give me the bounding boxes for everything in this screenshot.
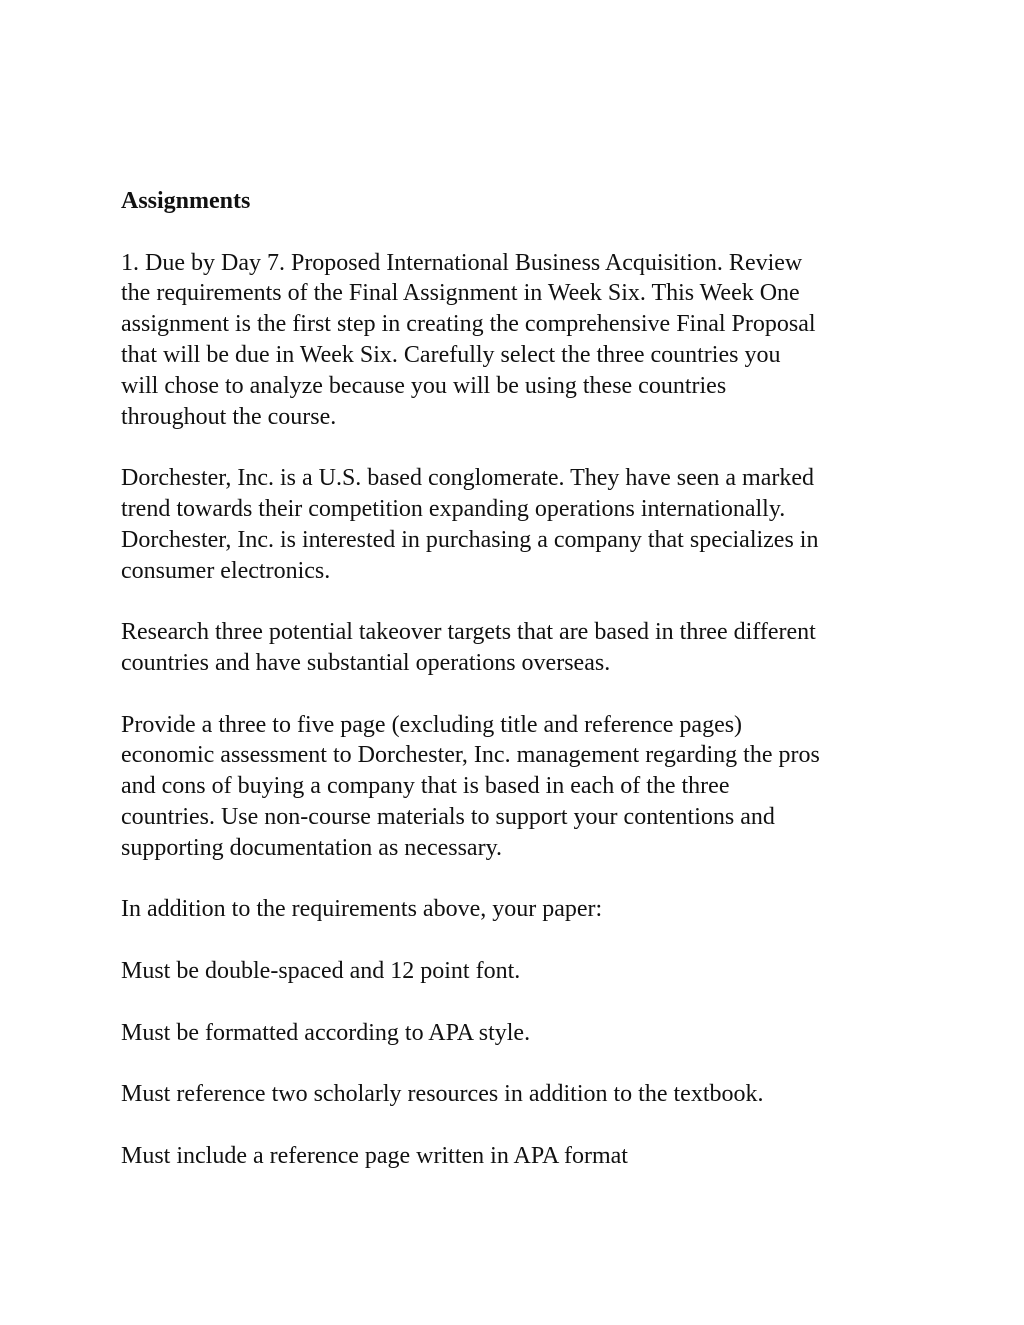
text-line: will chose to analyze because you will be using these countries [121, 372, 727, 399]
text-line: supporting documentation as necessary. [121, 834, 503, 861]
text-line: Provide a three to five page (excluding title and reference pages) [121, 711, 743, 738]
document-heading: Assignments [121, 188, 251, 214]
paragraph-assignment-description [121, 248, 921, 433]
paragraph-company-background [121, 463, 921, 586]
text-line: economic assessment to Dorchester, Inc. management regarding the pros [121, 742, 820, 769]
paragraph-additional-requirements [121, 894, 921, 925]
text-line: 1. Due by Day 7. Proposed International Business Acquisition. Review [121, 249, 803, 276]
text-line: Dorchester, Inc. is a U.S. based conglomerate. They have seen a marked [121, 465, 814, 492]
requirement-apa-style [121, 1018, 921, 1049]
text-line: Dorchester, Inc. is interested in purchasing a company that specializes in [121, 526, 819, 553]
text-line: and cons of buying a company that is based in each of the three [121, 773, 730, 800]
requirement-double-spaced [121, 956, 921, 987]
text-line: that will be due in Week Six. Carefully select the three countries you [121, 341, 781, 368]
text-line: Must include a reference page written in APA format [121, 1142, 628, 1169]
text-line: throughout the course. [121, 403, 337, 430]
text-line: In addition to the requirements above, your paper: [121, 896, 603, 923]
text-line: Must be double-spaced and 12 point font. [121, 957, 521, 984]
text-line: Research three potential takeover targets that are based in three different [121, 619, 816, 646]
text-line: consumer electronics. [121, 557, 331, 584]
requirement-scholarly-resources [121, 1079, 921, 1110]
text-line: assignment is the first step in creating the comprehensive Final Proposal [121, 311, 816, 338]
document-body [121, 186, 921, 1172]
paragraph-research-targets [121, 617, 921, 679]
paragraph-assessment-instructions [121, 710, 921, 864]
text-line: the requirements of the Final Assignment in Week Six. This Week One [121, 280, 800, 307]
text-line: countries. Use non-course materials to support your contentions and [121, 803, 775, 830]
text-line: trend towards their competition expanding operations internationally. [121, 495, 786, 522]
text-line: Must be formatted according to APA style. [121, 1019, 531, 1046]
text-line: Must reference two scholarly resources in addition to the textbook. [121, 1081, 764, 1108]
requirement-reference-page [121, 1141, 921, 1172]
text-line: countries and have substantial operations overseas. [121, 649, 611, 676]
